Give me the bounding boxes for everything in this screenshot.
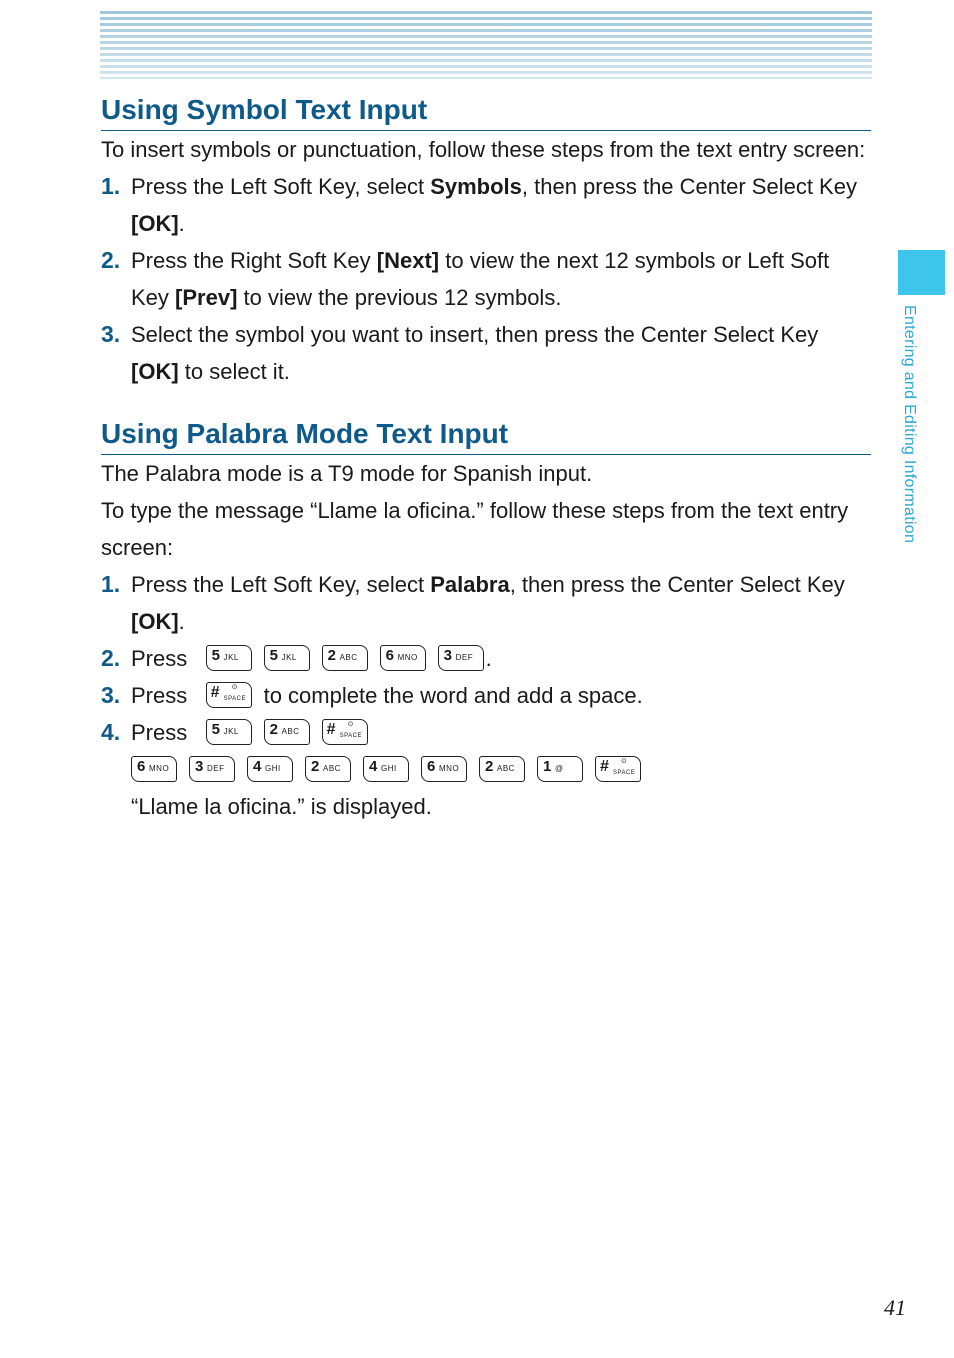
palabra-step-3: 3. Press # ⊙ SPACE to complete the word and add a space.	[101, 682, 643, 708]
key-5-icon: 5 JKL	[206, 645, 252, 671]
chapter-tab	[898, 250, 945, 295]
palabra-step-4: 4. Press 5 JKL 2 ABC # ⊙ SPACE 6 MNO 3 DEF 4 GHI 2 ABC 4 GHI 6 MNO 2 ABC 1 @ # ⊙ SPACE “Llame la oficina.” is displayed.	[101, 714, 871, 825]
key-3-icon: 3 DEF	[438, 645, 484, 671]
key-6-icon: 6 MNO	[421, 756, 467, 782]
key-4-icon: 4 GHI	[247, 756, 293, 782]
key-2-icon: 2 ABC	[479, 756, 525, 782]
key-1-icon: 1 @	[537, 756, 583, 782]
key-2-icon: 2 ABC	[322, 645, 368, 671]
header-band	[100, 11, 872, 79]
key-2-icon: 2 ABC	[305, 756, 351, 782]
section-title-palabra: Using Palabra Mode Text Input	[101, 416, 871, 455]
section-title-symbol: Using Symbol Text Input	[101, 92, 871, 131]
key-2-icon: 2 ABC	[264, 719, 310, 745]
key-hash-space-icon: # ⊙ SPACE	[206, 682, 252, 708]
palabra-step-1: 1. Press the Left Soft Key, select Palabra, then press the Center Select Key [OK].	[101, 571, 845, 634]
palabra-para-1: The Palabra mode is a T9 mode for Spanish input.	[101, 461, 593, 486]
key-5-icon: 5 JKL	[264, 645, 310, 671]
symbol-intro: To insert symbols or punctuation, follow these steps from the text entry screen:	[101, 137, 866, 162]
chapter-label: Entering and Editing Information	[901, 305, 918, 544]
key-3-icon: 3 DEF	[189, 756, 235, 782]
result-text: “Llame la oficina.” is displayed.	[131, 794, 432, 819]
symbol-step-3: 3. Select the symbol you want to insert, then press the Center Select Key [OK] to select it.	[101, 321, 819, 384]
symbol-step-1: 1. Press the Left Soft Key, select Symbols, then press the Center Select Key [OK].	[101, 173, 857, 236]
symbol-step-2: 2. Press the Right Soft Key [Next] to view the next 12 symbols or Left Soft Key [Prev] to view the previous 12 symbols.	[101, 247, 830, 310]
key-5-icon: 5 JKL	[206, 719, 252, 745]
palabra-para-2: To type the message “Llame la oficina.” follow these steps from the text entry screen:	[101, 498, 849, 560]
palabra-step-2: 2. Press 5 JKL 5 JKL 2 ABC 6 MNO 3 DEF .	[101, 645, 492, 671]
page-content	[101, 92, 871, 825]
key-hash-space-icon: # ⊙ SPACE	[322, 719, 368, 745]
key-4-icon: 4 GHI	[363, 756, 409, 782]
key-6-icon: 6 MNO	[131, 756, 177, 782]
key-hash-space-icon: # ⊙ SPACE	[595, 756, 641, 782]
key-sequence-row	[131, 751, 871, 788]
key-6-icon: 6 MNO	[380, 645, 426, 671]
page-number: 41	[884, 1295, 906, 1320]
